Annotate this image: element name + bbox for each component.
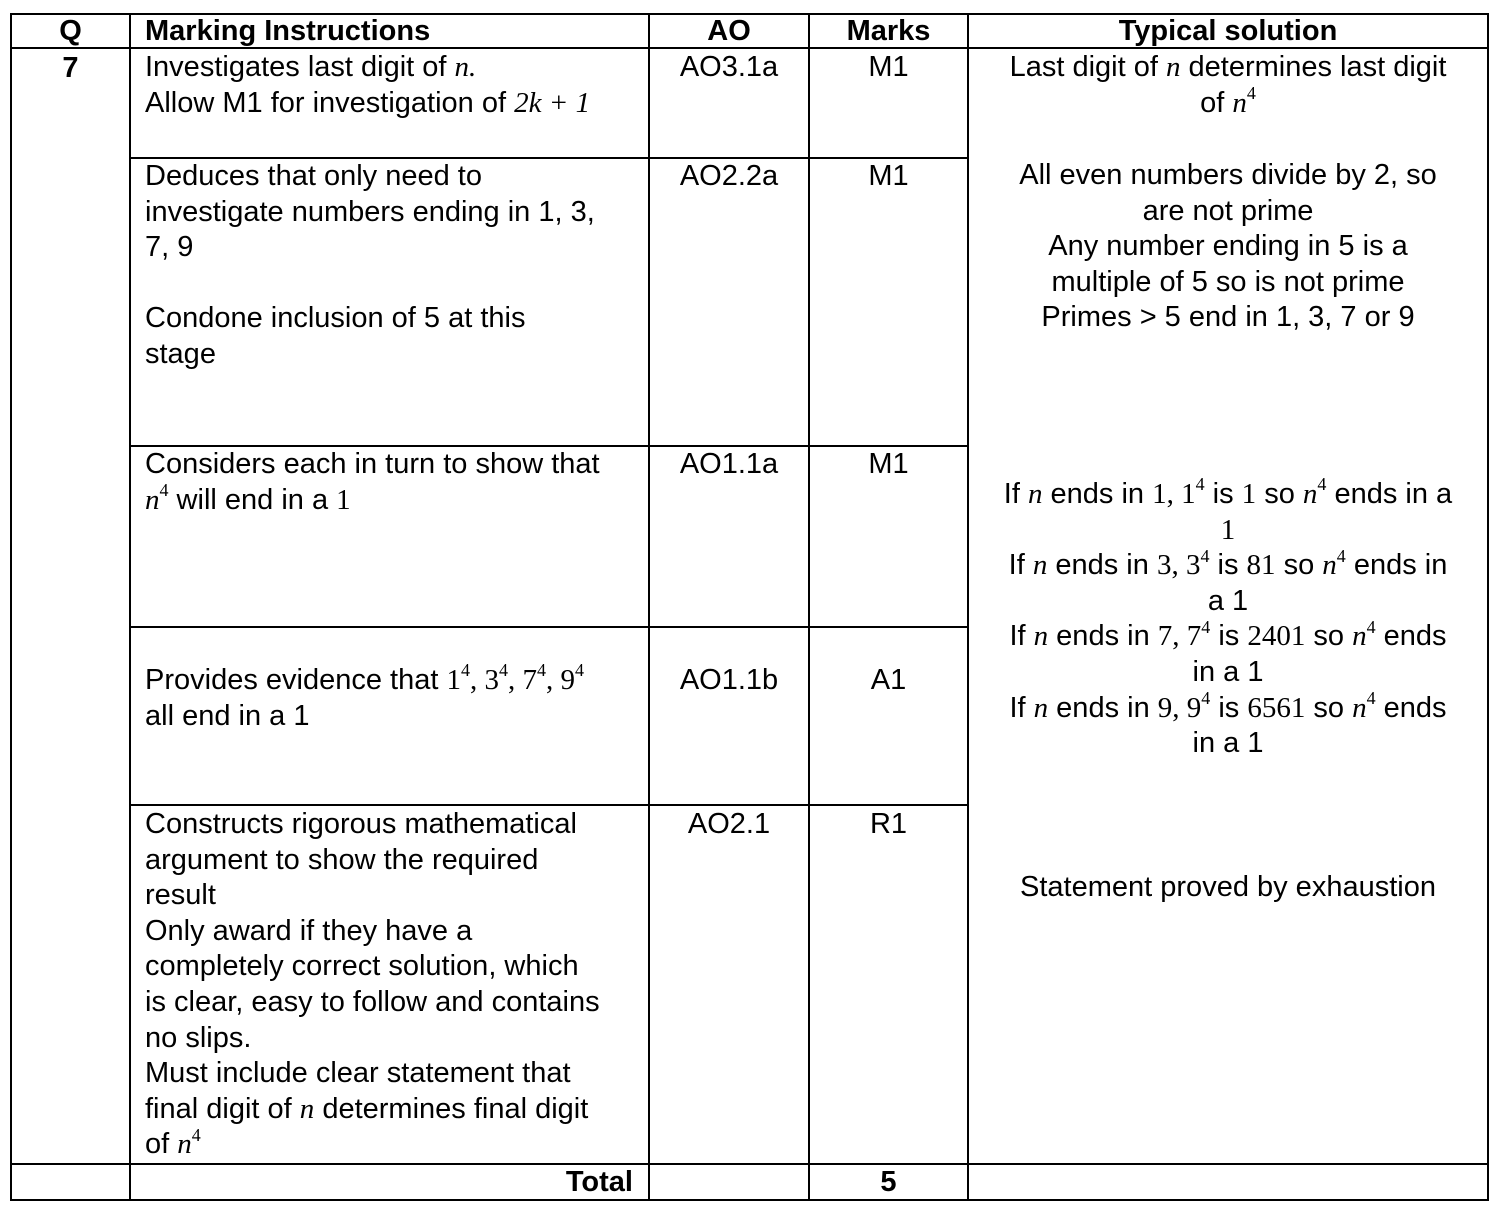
instruction-row-4: Provides evidence that $1^4$, $3^4$, $7^4$, $9^4$ all end in a 1	[145, 660, 584, 732]
typical-last-digit: Last digit of n determines last digit of $n^4$	[1009, 51, 1447, 119]
instruction-row-3: Considers each in turn to show that $n^4$ will end in a 1	[145, 448, 600, 516]
ao-row-1: AO3.1a	[679, 51, 779, 83]
typical-cases	[969, 474, 1487, 762]
ao-row-2: AO2.2a	[679, 160, 779, 192]
case-line: in a 1	[1192, 727, 1264, 760]
table-border	[130, 626, 969, 628]
ao-row-4: AO1.1b	[679, 664, 779, 696]
header-ao: AO	[707, 15, 751, 47]
table-border	[1487, 13, 1489, 1201]
mark-row-4: A1	[870, 664, 907, 696]
mark-row-5: R1	[869, 808, 908, 840]
table-border	[10, 47, 1489, 49]
table-border	[129, 13, 131, 1201]
case-line: If n ends in 3, $3^4$ is 81 so $n^4$ ends in	[1008, 545, 1448, 582]
case-line: If n ends in 9, $9^4$ is 6561 so $n^4$ ends	[1009, 687, 1447, 724]
total-label: Total	[565, 1166, 633, 1198]
header-marking-instructions: Marking Instructions	[145, 15, 431, 47]
instruction-row-1: Investigates last digit of n. Allow M1 for investigation of 2k + 1	[145, 51, 591, 119]
header-typical-solution: Typical solution	[1118, 15, 1338, 47]
mark-row-2: M1	[868, 160, 909, 192]
total-marks: 5	[880, 1166, 897, 1198]
instruction-row-5: Constructs rigorous mathematical argument to show the required result Only award if they have a completely correct solution, which is clear, easy to follow and contains no slips. Must include clear statement that final digit of n determines final digit of $n^4$	[145, 808, 600, 1161]
table-border	[10, 1163, 1489, 1165]
header-q: Q	[59, 15, 82, 47]
typical-conclusion: Statement proved by exhaustion	[1020, 871, 1436, 903]
table-border	[10, 13, 12, 1201]
mark-row-1: M1	[868, 51, 909, 83]
instruction-row-2: Deduces that only need to investigate numbers ending in 1, 3, 7, 9 Condone inclusion of 5 at this stage	[145, 160, 595, 370]
case-line: in a 1	[1192, 655, 1264, 688]
table-border	[130, 804, 969, 806]
typical-exclusions: All even numbers divide by 2, so are not prime Any number ending in 5 is a multiple of 5 so is not prime Primes > 5 end in 1, 3, 7 or 9	[1019, 159, 1437, 334]
case-line: If n ends in 1, $1^4$ is 1 so $n^4$ ends in a	[1003, 474, 1453, 510]
question-number: 7	[62, 52, 79, 84]
ao-row-3: AO1.1a	[679, 448, 779, 480]
ao-row-5: AO2.1	[687, 808, 771, 840]
case-line: 1	[1220, 513, 1236, 546]
case-line: If n ends in 7, $7^4$ is 2401 so $n^4$ ends	[1009, 616, 1447, 653]
case-line: a 1	[1207, 584, 1249, 617]
header-marks: Marks	[846, 15, 931, 47]
mark-row-3: M1	[868, 448, 909, 480]
table-border	[10, 1199, 1489, 1201]
